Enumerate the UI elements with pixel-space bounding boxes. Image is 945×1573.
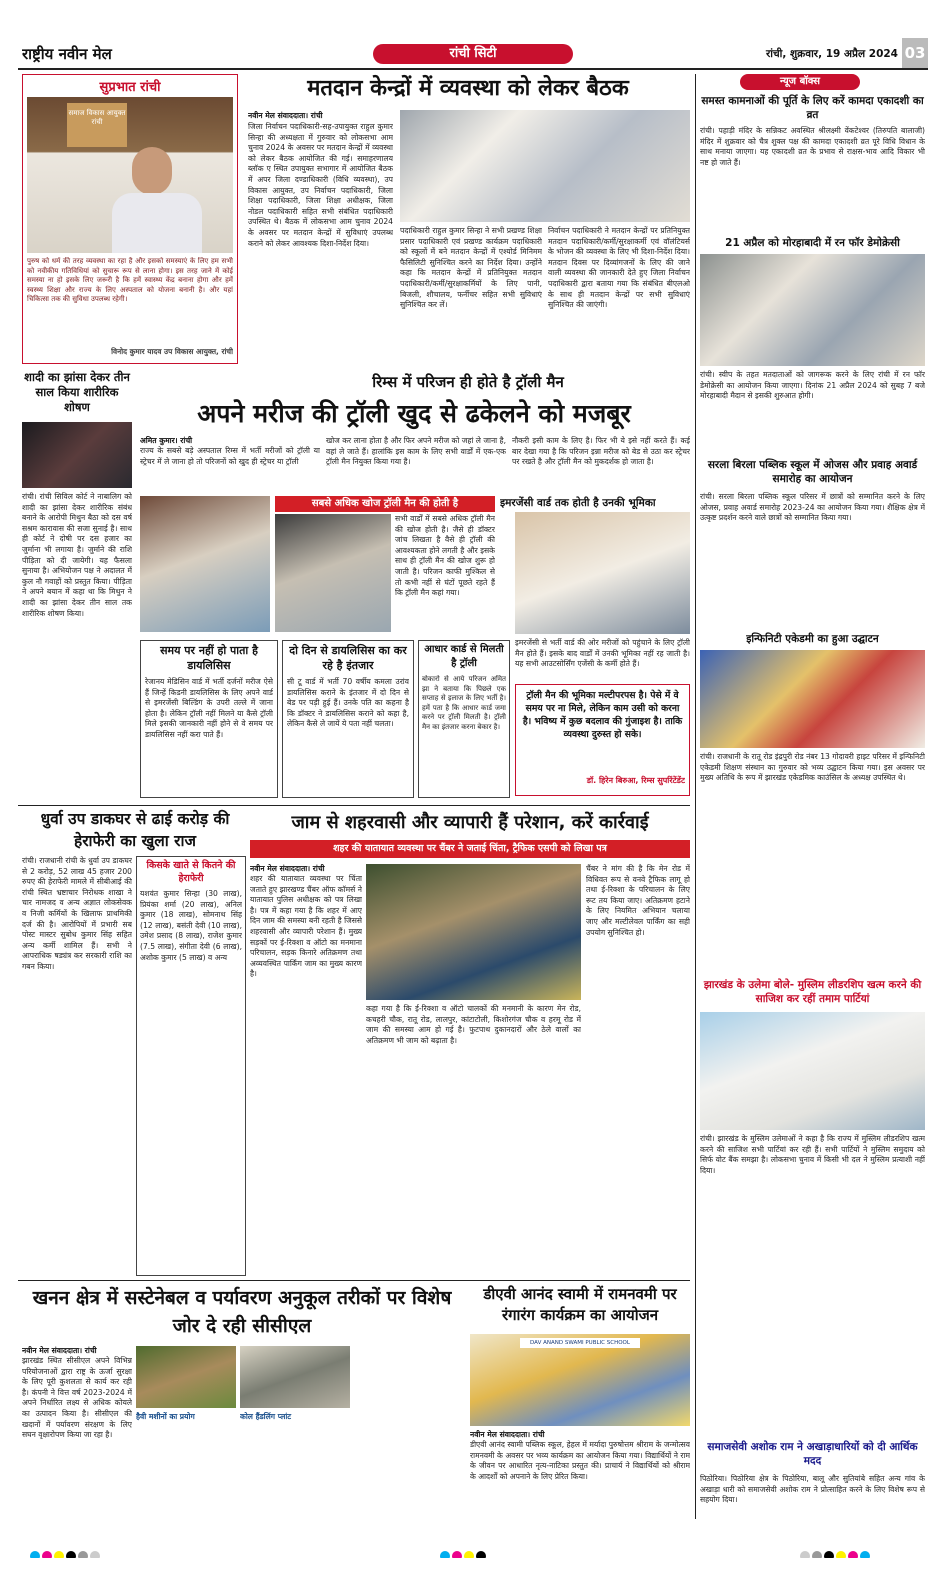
- dhurva-box-title: किसके खाते से कितने की हेराफेरी: [146, 860, 236, 884]
- lead-col2: पदाधिकारी राहुल कुमार सिन्हा ने सभी प्रखण्ड शिक्षा प्रसार पदाधिकारी एवं प्रखण्ड कार्यक्रम पदाधिकारी को स्कूलों में बने मतदान केन्द्रों में एश्योर्ड मिनिमम फैसिलिटी सुनिश्चित करने का निर्देश दिया। उन्होंने कहा कि मतदान केन्द्रों में प्रतिनियुक्त मतदान पदाधिकारी/कर्मी/सुरक्षाकर्मियों के लिए पानी, बिजली, शौचालय, फर्नीचर सहित सभी सुविधाएं सुनिश्चित कर लें।: [400, 226, 542, 310]
- jam-col3: चैंबर ने मांग की है कि मेन रोड में विधिवत रूप से वनवे ट्रैफिक लागू हो तथा ई-रिक्शा के परिचालन के लिए रूट तय किया जाए। अतिक्रमण हटाने के लिए नियमित अभियान चलाया जाए और मल्टीलेवल पार्किंग का सही उपयोग सुनिश्चित हो।: [586, 864, 690, 937]
- mining-photo: [240, 1346, 350, 1408]
- side-s3-title: सरला बिरला पब्लिक स्कूल में ओजस और प्रवाह अवार्ड समारोह का आयोजन: [707, 459, 918, 485]
- side-s6-title: समाजसेवी अशोक राम ने अखाड़ाधारियों को दी आर्थिक मदद: [707, 1441, 918, 1467]
- jam-col2: कहा गया है कि ई-रिक्शा व ऑटो चालकों की मनमानी के कारण मेन रोड, कचहरी चौक, रातू रोड, लालपुर, कांटाटोली, किशोरगंज चौक व हरमू रोड में जाम की समस्या आम हो गई है। फुटपाथ दुकानदारों और ठेले वालों का अतिक्रमण भी जाम को बढ़ाता है।: [366, 1004, 581, 1045]
- jam-byline: नवीन मेल संवाददाता। रांची: [250, 864, 325, 873]
- side-s5-title: झारखंड के उलेमा बोले- मुस्लिम लीडरशिप खत्म करने की साजिश कर रहीं तमाम पार्टियां: [703, 979, 922, 1005]
- header-date: रांची, शुक्रवार, 19 अप्रैल 2024: [765, 48, 898, 60]
- sub-box-1: [140, 640, 278, 798]
- suprabhat-box: [22, 74, 238, 364]
- mining-cap2: कोल हैंडलिंग प्लांट: [240, 1412, 292, 1421]
- rims-intro1: राज्य के सबसे बड़े अस्पताल रिम्स में भर्ती मरीजों को ट्रॉली या स्ट्रेचर में ले जाना हो तो परिजनों को खुद ही स्ट्रेचर या ट्रॉली: [140, 446, 320, 466]
- rims-intro3: नौकरी इसी काम के लिए है। फिर भी ये इसे नहीं करते हैं। कई बार देखा गया है कि परिजन इन्ना मरीज को बेड से उठा कर स्ट्रेचर पर रखते है और ट्रॉली मैन को मुकदर्शक हो जाता है।: [512, 436, 690, 467]
- rims-byline: अमित कुमार। रांची: [140, 436, 193, 445]
- lead-col3: निर्वाचन पदाधिकारी ने मतदान केन्द्रों पर प्रतिनियुक्त मतदान पदाधिकारी/कर्मी/सुरक्षाकर्मी एवं वॉलंटियर्स के भोजन की व्यवस्था के लिए भी दिशा-निर्देश दिया। मतदान दिवस पर दिव्यांगजनों के लिए की जाने वाली व्यवस्था की जानकारी देते हुए जिला निर्वाचन पदाधिकारी द्वारा बताया गया कि संबंधित बीएलओ के साथ ही मतदान केन्द्रों पर सभी सुविधाएं सुनिश्चित की जाएंगी।: [548, 226, 690, 310]
- suprabhat-title: सुप्रभात रांची: [99, 80, 161, 95]
- dhurva-headline: धुर्वा उप डाकघर से ढाई करोड़ की हेराफेरी का खुला राज: [40, 810, 230, 850]
- trolley-photo-1: [140, 496, 270, 632]
- newsbox-label: न्यूज बॉक्स: [740, 74, 860, 90]
- sub2-title: दो दिन से डायलिसिस का कर रहे है इंतजार: [289, 644, 407, 672]
- dhurva-box: [136, 856, 246, 1276]
- sub-box-3: [418, 640, 510, 798]
- rims-box2-text: इमरजेंसी से भर्ती वार्ड की ओर मरीजों को पहुंचाने के लिए ट्रॉली मैन होते हैं। इसके बाद वार्डों में उनकी भूमिका नहीं रह जाती है। यह सभी आउटसोर्सिंग एजेंसी के कर्मी होते हैं।: [515, 638, 690, 669]
- side-s2-text: रांची। स्वीप के तहत मतदाताओं को जागरूक करने के लिए रांची में रन फॉर डेमोक्रेसी का आयोजन किया जाएगा। दिनांक 21 अप्रैल 2024 को सुबह 7 बजे मोरहाबादी मैदान से इसकी शुरुआत होगी।: [700, 370, 925, 401]
- rims-box2-title: इमरजेंसी वार्ड तक होती है उनकी भूमिका: [500, 497, 656, 509]
- rape-headline: शादी का झांसा देकर तीन साल किया शारीरिक शोषण: [24, 370, 130, 414]
- mining-byline: नवीन मेल संवाददाता। रांची: [22, 1346, 97, 1355]
- trolley-photo-2: [275, 514, 391, 632]
- side-s4-title: इन्फिनिटी एकेडमी का हुआ उद्घाटन: [746, 633, 879, 645]
- rims-box1-text: सभी वार्डों में सबसे अधिक ट्रॉली मैन की खोज होती है। जैसे ही डॉक्टर जांच लिखता है वैसे ही ट्रॉली की आवश्यकता होने लगती है और इसके साथ ही ट्रॉली मैन की खोज शुरू हो जाती है। परिजन काफी मुश्किल से तो कभी नहीं से घंटों पूछते रहते हैं कि ट्रॉली मैन कहां गया।: [395, 514, 495, 598]
- jam-headline: जाम से शहरवासी और व्यापारी हैं परेशान, करें कार्रवाई: [291, 812, 649, 833]
- ramnavami-photo: [470, 1334, 690, 1426]
- sub2-text: सी टू वार्ड में भर्ती 70 वर्षीय कमला उरांव डायलिसिस कराने के इंतजार में दो दिन से बेड पर पड़ी हुई हैं। उनके पति का कहना है कि डॉक्टर ने डायलिसिस कराने को कहा है, लेकिन कैसे ले जायें ये पता नहीं चलता।: [287, 677, 409, 729]
- masthead: [18, 38, 928, 70]
- traffic-photo: [366, 864, 581, 1000]
- plantation-photo: [136, 1346, 236, 1408]
- sub-box-2: [282, 640, 414, 798]
- page-number: 03: [902, 38, 928, 68]
- crime-photo: [22, 422, 132, 488]
- rims-box1-title: सबसे अधिक खोज ट्रॉली मैन की होती है: [275, 496, 495, 512]
- sub3-text: बोकारो से आये परिजन अमित झा ने बताया कि पिछले एक सप्ताह से इलाज के लिए भर्ती है। हमें पता है कि आधार कार्ड जमा करने पर ट्रॉली मिलती है। ट्रॉली मैन का इंतजार करना बेकार है।: [422, 675, 506, 731]
- side-s5-text: रांची। झारखंड के मुस्लिम उलेमाओं ने कहा है कि राज्य में मुस्लिम लीडरशिप खत्म करने की साजिश सभी पार्टियां कर रही हैं। सभी पार्टियों ने मुस्लिम समुदाय को सिर्फ वोट बैंक समझा है। लोकसभा चुनाव में किसी भी दल ने मुस्लिम प्रत्याशी नहीं दिया।: [700, 1134, 925, 1175]
- mining-cap1: हैवी मशीनों का प्रयोग: [136, 1412, 195, 1421]
- sub1-title: समय पर नहीं हो पाता है डायलिसिस: [160, 644, 258, 672]
- quote-byline: डॉ. हिरेन बिरुआ, रिम्स सुपरिंटेंडेंट: [586, 776, 685, 785]
- rape-text: रांची। रांची सिविल कोर्ट ने नाबालिग को शादी का झांसा देकर शारीरिक संबंध बनाने के आरोपी मिथुन बैठा को दस वर्ष सश्रम कारावास की सजा सुनाई है। साथ ही कोर्ट ने दोषी पर दस हजार का जुर्माना भी लगाया है। जुर्माने की राशि पीड़िता को दी जायेगी। यह फैसला सुनाया है। अभियोजन पक्ष ने अदालत में कुल नौ गवाहों को प्रस्तुत किया। पीड़िता ने अपने बयान में कहा था कि मिथुन ने शादी का झांसा देकर तीन साल तक शारीरिक शोषण किया।: [22, 492, 132, 618]
- jam-subbar: शहर की यातायात व्यवस्था पर चैंबर ने जताई चिंता, ट्रैफिक एसपी को लिखा पत्र: [250, 840, 690, 858]
- dhurva-box-text: यशवंत कुमार सिन्हा (30 लाख), प्रियंका शर्मा (20 लाख), अनिल कुमार (18 लाख), सोमनाथ सिंह (12 लाख), बसंती देवी (10 लाख), उमेश प्रसाद (8 लाख), राजेश कुमार (7.5 लाख), संगीता देवी (6 लाख), अशोक कुमार (5 लाख) व अन्य: [140, 889, 242, 962]
- sub3-title: आधार कार्ड से मिलती है ट्रॉली: [424, 644, 504, 669]
- rims-intro2: खोज कर लाना होता है और फिर अपने मरीज को जहां ले जाना है, वहां ले जाते हैं। हालांकि इस काम के लिए सभी वार्डों में एक-एक ट्रॉली मैन नियुक्त किया गया है।: [326, 436, 506, 467]
- color-strip-right: [800, 1546, 920, 1558]
- ramnavami-text: डीएवी आनंद स्वामी पब्लिक स्कूल, हेहल में मर्यादा पुरुषोत्तम श्रीराम के जन्मोत्सव रामनवमी के अवसर पर भव्य कार्यक्रम का आयोजन किया गया। विद्यार्थियों ने राम के जीवन पर आधारित नृत्य-नाटिका प्रस्तुत की। प्राचार्य ने विद्यार्थियों को श्रीराम के आदर्शों को अपनाने के लिए प्रेरित किया।: [470, 1440, 690, 1481]
- side-s4-text: रांची। राजधानी के रातू रोड इंद्रपुरी रोड नंबर 13 गोदावरी हाइट परिसर में इन्फिनिटी एकेडमी शिक्षण संस्थान का गुरुवार को भव्य उद्घाटन किया गया। इस अवसर पर मुख्य अतिथि के रूप में झारखंड एकेडमिक काउंसिल के अध्यक्ष उपस्थित थे।: [700, 752, 925, 783]
- side-s2-title: 21 अप्रैल को मोरहाबादी में रन फॉर डेमोक्रेसी: [725, 237, 900, 249]
- rims-kicker: रिम्स में परिजन ही होते है ट्रॉली मैन: [372, 373, 564, 391]
- jam-col1: शहर की यातायात व्यवस्था पर चिंता जताते हुए झारखण्ड चैंबर ऑफ कॉमर्स ने यातायात पुलिस अधीक्षक को पत्र लिखा है। पत्र में कहा गया है कि शहर में आए दिन जाम की समस्या बनी रहती है जिससे शहरवासी और व्यापारी परेशान हैं। मुख्य सड़कों पर ई-रिक्शा व ऑटो का मनमाना परिचालन, सड़क किनारे अतिक्रमण तथा अव्यवस्थित पार्किंग जाम का मुख्य कारण है।: [250, 874, 362, 979]
- paper-name: राष्ट्रीय नवीन मेल: [22, 45, 112, 63]
- ramnavami-byline: नवीन मेल संवाददाता। रांची: [470, 1430, 545, 1439]
- divider-1: [18, 805, 690, 806]
- dhurva-text: रांची। राजधानी रांची के धुर्वा उप डाकघर से 2 करोड़, 52 लाख 45 हजार 200 रुपए की हेराफेरी मामले में सीबीआई की रांची स्थित भ्रष्टाचार निरोधक शाखा ने चार नामजद व अन्य अज्ञात लोकसेवक व निजी कर्मियों के खिलाफ प्राथमिकी दर्ज की है। आरोपियों में प्रभारी सब पोस्ट मास्टर सुबोध कुमार सिंह सहित अन्य कर्मी शामिल हैं। सभी ने आपराधिक षड्यंत्र कर सरकारी राशि का गबन किया।: [22, 856, 132, 971]
- suprabhat-credit: विनोद कुमार यादव उप विकास आयुक्त, रांची: [111, 347, 233, 356]
- lead-col1: जिला निर्वाचन पदाधिकारी-सह-उपायुक्त राहुल कुमार सिन्हा की अध्यक्षता में गुरुवार को लोकसभा आम चुनाव 2024 के अवसर पर मतदान केन्द्रों में व्यवस्था को लेकर बैठक आयोजित की गई। समाहरणालय ब्लॉक ए स्थित उपायुक्त सभागार में आयोजित बैठक में अपर जिला दण्डाधिकारी (विधि व्यवस्था), उप विकास आयुक्त, उप निर्वाचन पदाधिकारी, जिला शिक्षा पदाधिकारी, जिला शिक्षा अधीक्षक, जिला नोडल पदाधिकारी सहित सभी संबंधित पदाधिकारी उपस्थित थे। बैठक में लोकसभा आम चुनाव 2024 के अवसर पर मतदान केन्द्रों में सुविधाएं उपलब्ध कराने को लेकर आवश्यक दिशा-निर्देश दिया।: [248, 122, 393, 248]
- color-strip-center: [440, 1546, 520, 1558]
- meeting-photo: [400, 110, 690, 222]
- side-s1-text: रांची। पहाड़ी मंदिर के सन्निकट अवस्थित श्रीलक्ष्मी वेंकटेश्वर (तिरुपति बालाजी) मंदिर में शुक्रवार को चैत्र शुक्ल पक्ष की कामदा एकादशी व्रत पूरे विधि विधान के साथ मनाया जाएगा। यह एकादशी व्रत के प्रभाव से राक्षस-भाव आदि विकार भी नष्ट हो जाते हैं।: [700, 126, 925, 167]
- ulema-photo: [700, 1012, 925, 1130]
- official-photo: [27, 97, 233, 253]
- side-s1-title: समस्त कामनाओं की पूर्ति के लिए करें कामदा एकादशी का व्रत: [701, 95, 924, 121]
- mining-text: झारखंड स्थित सीसीएल अपने विभिन्न परियोजनाओं द्वारा राष्ट्र के ऊर्जा सुरक्षा के लिए पूरी कुशलता से कार्य कर रही है। कंपनी ने वित्त वर्ष 2023-2024 में अपने निर्धारित लक्ष्य से अधिक कोयले का उत्पादन किया है। सीसीएल की खदानों में पर्यावरण संरक्षण के लिए सघन वृक्षारोपण किया जा रहा है।: [22, 1356, 132, 1440]
- side-s3-text: रांची। सरला बिरला पब्लिक स्कूल परिसर में छात्रों को सम्मानित करने के लिए ओजस, प्रवाह अवार्ड समारोह 2023-24 का आयोजन किया गया। शैक्षिक क्षेत्र में उत्कृष्ट प्रदर्शन करने वाले छात्रों को सम्मानित किया गया।: [700, 492, 925, 523]
- emergency-photo: [515, 512, 690, 634]
- mining-headline: खनन क्षेत्र में सस्टेनेबल व पर्यावरण अनुकूल तरीकों पर विशेष जोर दे रही सीसीएल: [32, 1287, 452, 1337]
- lead-headline: मतदान केन्द्रों में व्यवस्था को लेकर बैठक: [307, 76, 629, 101]
- quote-box: [515, 684, 690, 796]
- ramnavami-headline: डीएवी आनंद स्वामी में रामनवमी पर रंगारंग कार्यक्रम का आयोजन: [483, 1285, 677, 1324]
- inauguration-photo: [700, 650, 925, 748]
- school-banner: DAV ANAND SWAMI PUBLIC SCHOOL: [520, 1338, 640, 1348]
- suprabhat-text: पुरुष को धर्म की तरह व्यवस्था का रहा है और इसको समस्याएं के लिए हम सभी को नवीकीय गतिविधियां को सुचारू रूप से लाना होगा। इस तरह जाने में कोई समस्या ना हो इसके लिए जरूरी है कि हमें स्वास्थ्य केंद्र बनाना होगा और हमें स्वस्थ्य शिक्षा और राज्य के लिए अस्पताल को योजना बनानी है। और यहां चिकित्सा तक की सुविधा उपलब्ध रहेगी।: [27, 257, 233, 303]
- divider-2: [18, 1280, 690, 1281]
- quote-text: ट्रॉली मैन की भूमिका मल्टीपरपस है। पेसे में वे समय पर ना मिले, लेकिन काम उसी को करना है। भविष्य में कुछ बदलाव की गुंजाइश है। ताकि व्यवस्था दुरुस्त हो सके।: [522, 690, 683, 740]
- lead-byline: नवीन मेल संवाददाता। रांची: [248, 111, 323, 120]
- sidebar-divider: [695, 74, 696, 1519]
- side-s6-text: पिठोरिया। पिठोरिया क्षेत्र के पिठोरिया, बालू और सुतियांबे सहित अन्य गांव के अखाड़ा धारी को समाजसेवी अशोक राम ने प्रोत्साहित करने के लिए विशेष रूप से सहयोग दिया।: [700, 1474, 925, 1505]
- nameplate-sign: समाज विकास आयुक्त रांची: [67, 103, 127, 147]
- sub1-text: रेजानय मेडिसिन वार्ड में भर्ती दर्जनों मरीज ऐसे हैं जिन्हें किडनी डायलिसिस के लिए अपने वार्ड से इमरजेंसी बिल्डिंग के उपरी तल्ले में जाना होता है। लेकिन ट्रॉली नहीं मिलने या कैसे ट्रॉली मिले इसकी जानकारी नहीं होने से वे समय पर डायलिसिस नहीं करा पाते हैं।: [145, 677, 273, 739]
- color-strip-left: [30, 1546, 150, 1558]
- meeting-photo-2: [700, 254, 925, 366]
- rims-headline: अपने मरीज की ट्रॉली खुद से ढकेलने को मजबूर: [197, 399, 631, 428]
- section-label: रांची सिटी: [373, 44, 573, 64]
